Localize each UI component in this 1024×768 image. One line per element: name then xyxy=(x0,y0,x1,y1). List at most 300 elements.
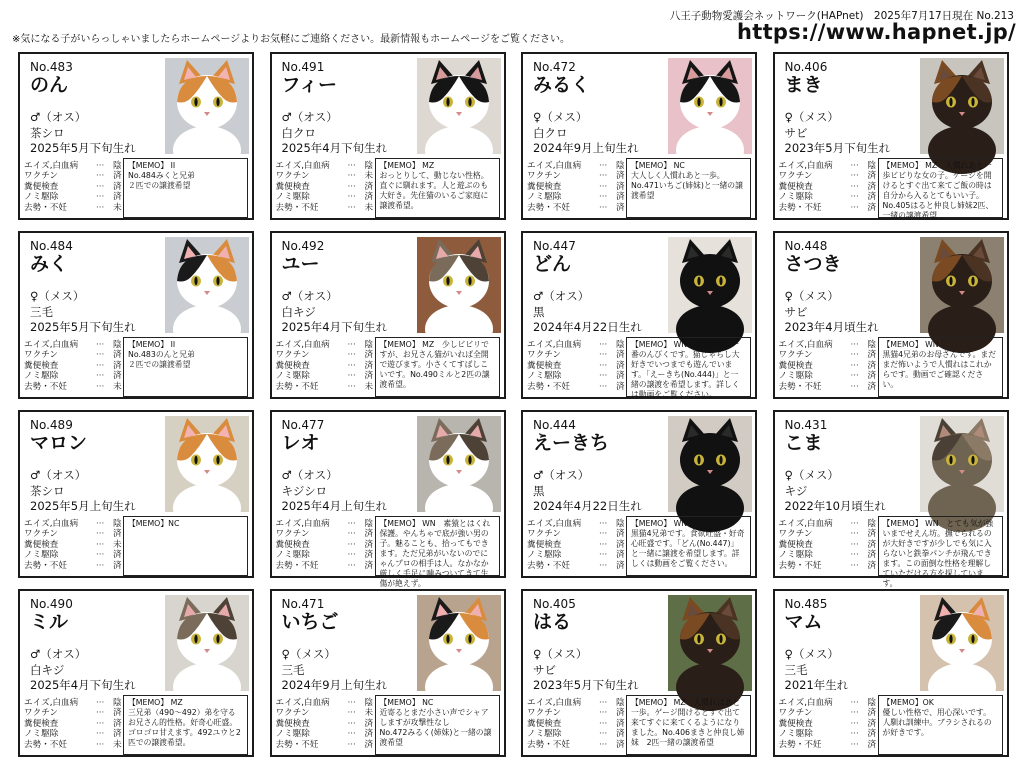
health-check-row xyxy=(24,371,128,381)
health-check-label: ワクチン xyxy=(527,708,561,719)
health-check-label: エイズ,白血病 xyxy=(275,161,330,171)
health-check-row xyxy=(276,361,380,371)
cat-number: No.490 xyxy=(30,597,73,611)
health-check-row xyxy=(527,698,631,708)
health-check-row xyxy=(527,550,631,560)
health-check-value: 陰 xyxy=(364,519,374,529)
cat-coat-color: 三毛 xyxy=(784,663,808,677)
health-check-value: 済 xyxy=(616,202,625,213)
memo-box: 【MEMO】 MZ おっとりして、動じない性格。直ぐに馴れます。人と遊ぶのも大好き。先住猫のいるご家庭に譲渡希望。 xyxy=(375,158,500,218)
health-check-value: 未 xyxy=(113,539,122,550)
health-check-row xyxy=(24,729,128,739)
cat-sex: ♂（オス） xyxy=(30,647,87,661)
health-check-value: 済 xyxy=(364,550,374,561)
health-check-label: ノミ駆除 xyxy=(778,550,813,561)
health-check-row xyxy=(779,529,883,539)
health-check-value: 済 xyxy=(867,192,877,203)
health-check-label: ノミ駆除 xyxy=(275,371,310,382)
health-check-row xyxy=(779,740,883,750)
cat-number: No.444 xyxy=(533,418,576,432)
cat-pupil-left xyxy=(446,98,449,106)
dot-leader: ··· xyxy=(850,739,859,750)
health-check-label: ワクチン xyxy=(527,350,561,361)
cat-birth: 2023年5月下旬生れ xyxy=(533,678,639,692)
cat-number: No.472 xyxy=(533,60,576,74)
dot-leader: ··· xyxy=(850,529,859,540)
cat-card[interactable] xyxy=(270,410,506,588)
health-check-list xyxy=(527,519,631,571)
health-check-row xyxy=(24,740,128,750)
cat-card[interactable] xyxy=(18,231,254,399)
health-check-value: 未 xyxy=(364,202,374,213)
cat-sex: ♀（メス） xyxy=(784,110,839,124)
dot-leader: ··· xyxy=(599,529,608,540)
health-check-row xyxy=(24,361,128,371)
dot-leader: ··· xyxy=(96,718,105,729)
health-check-row xyxy=(527,350,631,360)
cat-card[interactable] xyxy=(773,52,1009,220)
health-check-row xyxy=(779,382,883,392)
dot-leader: ··· xyxy=(96,371,105,382)
header-organization: 八王子動物愛護会ネットワーク(HAPnet) 2025年7月17日現在 No.213 xyxy=(669,10,1014,22)
health-check-label: ワクチン xyxy=(527,529,561,540)
health-check-row xyxy=(527,540,631,550)
cat-pupil-right xyxy=(719,277,722,285)
health-check-value: 済 xyxy=(113,350,122,361)
cat-card[interactable] xyxy=(521,231,757,399)
cat-sex: ♂（オス） xyxy=(281,289,338,303)
dot-leader: ··· xyxy=(599,718,608,729)
cat-birth: 2024年9月上旬生れ xyxy=(533,141,639,155)
cat-pupil-left xyxy=(697,98,700,106)
cat-pupil-right xyxy=(216,635,219,643)
dot-leader: ··· xyxy=(96,739,105,750)
health-check-value: 陰 xyxy=(867,698,877,708)
health-check-value: 済 xyxy=(364,718,374,729)
cat-photo-svg xyxy=(417,416,501,512)
health-check-value: 済 xyxy=(616,729,625,740)
cat-photo-svg xyxy=(417,595,501,691)
health-check-row xyxy=(527,719,631,729)
cat-card[interactable] xyxy=(270,52,506,220)
health-check-label: 去勢・不妊 xyxy=(778,381,822,392)
cat-coat-color: サビ xyxy=(533,663,556,677)
health-check-label: ワクチン xyxy=(275,350,310,361)
cat-pupil-left xyxy=(194,456,197,464)
health-check-row xyxy=(779,371,883,381)
health-check-value: 済 xyxy=(867,708,877,719)
dot-leader: ··· xyxy=(347,192,356,203)
dot-leader: ··· xyxy=(850,202,859,213)
cat-pupil-left xyxy=(949,635,952,643)
dot-leader: ··· xyxy=(96,350,105,361)
health-check-label: ノミ駆除 xyxy=(275,550,310,561)
health-check-row xyxy=(779,698,883,708)
health-check-value: 済 xyxy=(616,560,625,571)
dot-leader: ··· xyxy=(347,729,356,740)
cat-number: No.483 xyxy=(30,60,73,74)
health-check-label: エイズ,白血病 xyxy=(24,161,79,171)
health-check-row xyxy=(24,203,128,213)
cat-birth: 2024年4月22日生れ xyxy=(533,499,642,513)
health-check-label: エイズ,白血病 xyxy=(527,340,582,350)
health-check-label: 糞便検査 xyxy=(527,360,562,371)
health-check-list xyxy=(779,340,883,392)
health-check-label: ノミ駆除 xyxy=(275,729,310,740)
health-check-label: エイズ,白血病 xyxy=(527,519,582,529)
cat-name: みるく xyxy=(533,74,591,96)
cat-photo-svg xyxy=(165,416,249,512)
health-check-value: 済 xyxy=(867,202,877,213)
cat-birth: 2023年4月頃生れ xyxy=(784,320,879,334)
health-check-label: 去勢・不妊 xyxy=(778,202,822,213)
memo-box: 【MEMO】 II No.483のんと兄弟 ２匹での譲渡希望 xyxy=(123,337,248,397)
health-check-row xyxy=(527,561,631,571)
cat-sex: ♀（メス） xyxy=(533,647,588,661)
dot-leader: ··· xyxy=(347,550,356,561)
health-check-value: 陰 xyxy=(113,519,122,529)
health-check-value: 未 xyxy=(113,202,122,213)
health-check-row xyxy=(276,729,380,739)
health-check-row xyxy=(527,708,631,718)
health-check-label: 去勢・不妊 xyxy=(275,739,319,750)
health-check-row xyxy=(276,540,380,550)
cat-photo-svg xyxy=(668,237,752,333)
health-check-value: 済 xyxy=(867,560,877,571)
cat-photo-svg xyxy=(165,58,249,154)
health-check-list xyxy=(276,519,380,571)
dot-leader: ··· xyxy=(347,539,356,550)
health-check-value: 陰 xyxy=(616,519,625,529)
health-check-list xyxy=(276,340,380,392)
cat-photo-svg xyxy=(417,58,501,154)
cat-card[interactable] xyxy=(270,589,506,757)
cat-card[interactable] xyxy=(18,589,254,757)
cat-pupil-left xyxy=(194,98,197,106)
health-check-row xyxy=(276,350,380,360)
health-check-row xyxy=(779,729,883,739)
memo-box: 【MEMO】 WN 黒猫4兄弟のお母さんです。まだまだ怖いようで人慣れはこれからです。動画でご確認ください。 xyxy=(878,337,1003,397)
health-check-label: エイズ,白血病 xyxy=(778,340,833,350)
dot-leader: ··· xyxy=(96,360,105,371)
dot-leader: ··· xyxy=(347,171,356,182)
health-check-row xyxy=(779,708,883,718)
cat-card[interactable] xyxy=(773,231,1009,399)
dot-leader: ··· xyxy=(96,550,105,561)
health-check-label: ワクチン xyxy=(778,708,813,719)
dot-leader: ··· xyxy=(850,360,859,371)
memo-box: 【MEMO】 MZ 人慣れあと一歩ビビりな女の子。ケージを開けるとすぐ出て来てご飯の時は自分から入るとてもいい子。No.405はると仲良し姉妹2匹、一緒の譲渡希望 xyxy=(878,158,1003,218)
dot-leader: ··· xyxy=(599,371,608,382)
dot-leader: ··· xyxy=(96,171,105,182)
cat-card[interactable] xyxy=(521,410,757,578)
health-check-value: 済 xyxy=(867,550,877,561)
health-check-label: エイズ,白血病 xyxy=(275,519,330,529)
dot-leader: ··· xyxy=(599,192,608,203)
cat-photo xyxy=(668,595,752,691)
health-check-label: 糞便検査 xyxy=(778,360,813,371)
health-check-value: 陰 xyxy=(113,698,122,708)
dot-leader: ··· xyxy=(599,161,608,171)
health-check-label: 糞便検査 xyxy=(778,539,813,550)
health-check-value: 済 xyxy=(867,360,877,371)
cat-card[interactable] xyxy=(521,589,757,757)
health-check-list xyxy=(276,161,380,213)
health-check-value: 済 xyxy=(867,539,877,550)
dot-leader: ··· xyxy=(96,340,105,350)
health-check-value: 済 xyxy=(113,718,122,729)
cat-number: No.489 xyxy=(30,418,73,432)
cat-birth: 2022年10月頃生れ xyxy=(784,499,886,513)
health-check-value: 済 xyxy=(867,371,877,382)
cat-pupil-right xyxy=(971,456,974,464)
cat-card[interactable] xyxy=(270,231,506,399)
memo-box: 【MEMO】 MZ 三兄弟（490～492）弟を守るお兄さん的性格。好奇心旺盛。ゴロゴロ甘えます。492ユウと2匹での譲渡希望。 xyxy=(123,695,248,755)
health-check-value: 陰 xyxy=(867,340,877,350)
health-check-row xyxy=(276,161,380,171)
cat-card[interactable] xyxy=(773,589,1009,757)
dot-leader: ··· xyxy=(599,550,608,561)
cat-coat-color: キジ xyxy=(784,484,808,498)
dot-leader: ··· xyxy=(850,718,859,729)
cat-pupil-right xyxy=(216,277,219,285)
cat-photo-svg xyxy=(417,237,501,333)
memo-box: 【MEMO】 WN 黒猫4兄弟です。食欲旺盛・好奇心旺盛です。「どん(No.447)」と一緒に譲渡を希望します。詳しくは動画をご覧ください。 xyxy=(626,516,751,576)
health-check-label: ワクチン xyxy=(778,171,813,182)
cat-sex: ♂（オス） xyxy=(281,468,338,482)
cat-birth: 2025年4月上旬生れ xyxy=(281,499,388,513)
health-check-value: 陰 xyxy=(616,698,625,708)
cat-pupil-left xyxy=(194,277,197,285)
health-check-row xyxy=(527,382,631,392)
health-check-label: 糞便検査 xyxy=(275,181,310,192)
cat-name: のん xyxy=(30,74,69,96)
cat-number: No.471 xyxy=(281,597,325,611)
dot-leader: ··· xyxy=(347,360,356,371)
dot-leader: ··· xyxy=(347,718,356,729)
health-check-row xyxy=(276,529,380,539)
health-check-row xyxy=(779,340,883,350)
health-check-row xyxy=(779,171,883,181)
cat-coat-color: 黒 xyxy=(533,305,545,319)
dot-leader: ··· xyxy=(347,340,356,350)
health-check-value: 陰 xyxy=(867,161,877,171)
health-check-value: 陰 xyxy=(867,519,877,529)
cat-birth: 2024年9月上旬生れ xyxy=(281,678,388,692)
dot-leader: ··· xyxy=(599,698,608,708)
cat-coat-color: 三毛 xyxy=(30,305,53,319)
cat-pupil-right xyxy=(971,277,974,285)
cat-name: どん xyxy=(533,253,572,275)
health-check-row xyxy=(24,382,128,392)
cat-name: いちご xyxy=(281,611,339,633)
dot-leader: ··· xyxy=(96,181,105,192)
dot-leader: ··· xyxy=(347,350,356,361)
header-url-link[interactable]: https://www.hapnet.jp/ xyxy=(737,20,1016,44)
cat-number: No.484 xyxy=(30,239,73,253)
health-check-row xyxy=(779,192,883,202)
cat-card[interactable] xyxy=(18,410,254,578)
health-check-list xyxy=(527,340,631,392)
cat-birth: 2025年4月下旬生れ xyxy=(30,678,136,692)
dot-leader: ··· xyxy=(96,560,105,571)
health-check-value: 陰 xyxy=(364,698,374,708)
cat-sex: ♀（メス） xyxy=(784,647,839,661)
health-check-row xyxy=(779,182,883,192)
cat-pupil-right xyxy=(719,635,722,643)
health-check-label: 糞便検査 xyxy=(527,718,562,729)
health-check-value: 済 xyxy=(616,550,625,561)
health-check-list xyxy=(779,161,883,213)
cat-photo xyxy=(165,595,249,691)
cat-photo xyxy=(417,416,501,512)
cat-photo-svg xyxy=(920,416,1004,512)
dot-leader: ··· xyxy=(599,350,608,361)
health-check-row xyxy=(527,529,631,539)
health-check-row xyxy=(276,519,380,529)
health-check-value: 未 xyxy=(364,708,374,719)
health-check-row xyxy=(527,371,631,381)
health-check-label: 去勢・不妊 xyxy=(24,560,67,571)
cat-photo-svg xyxy=(668,595,752,691)
cat-sex: ♀（メス） xyxy=(533,110,588,124)
health-check-value: 済 xyxy=(616,381,625,392)
memo-box: 【MEMO】 NC 大人しく人慣れあと一歩。No.471いちご(姉妹)と一緒の譲渡希望 xyxy=(626,158,751,218)
health-check-value: 済 xyxy=(364,181,374,192)
health-check-value: 済 xyxy=(113,181,122,192)
health-check-label: 去勢・不妊 xyxy=(275,560,319,571)
cat-photo xyxy=(417,58,501,154)
health-check-label: エイズ,白血病 xyxy=(275,698,330,708)
cat-pupil-left xyxy=(949,456,952,464)
cat-photo-svg xyxy=(668,416,752,512)
health-check-label: 糞便検査 xyxy=(778,181,813,192)
health-check-value: 済 xyxy=(364,560,374,571)
health-check-label: ワクチン xyxy=(24,708,58,719)
health-check-label: 去勢・不妊 xyxy=(24,381,67,392)
health-check-row xyxy=(527,203,631,213)
health-check-label: ワクチン xyxy=(275,708,310,719)
cat-name: マロン xyxy=(30,432,88,454)
dot-leader: ··· xyxy=(96,539,105,550)
cat-birth: 2025年5月下旬生れ xyxy=(30,141,136,155)
cat-birth: 2025年5月上旬生れ xyxy=(30,499,136,513)
health-check-list xyxy=(779,698,883,750)
cat-pupil-right xyxy=(468,98,471,106)
dot-leader: ··· xyxy=(850,340,859,350)
health-check-label: 糞便検査 xyxy=(778,718,813,729)
health-check-row xyxy=(276,171,380,181)
cat-sex: ♀（メス） xyxy=(281,647,336,661)
health-check-row xyxy=(24,171,128,181)
dot-leader: ··· xyxy=(850,171,859,182)
health-check-row xyxy=(527,361,631,371)
health-check-label: 去勢・不妊 xyxy=(527,560,570,571)
cat-name: フィー xyxy=(281,74,337,96)
health-check-value: 済 xyxy=(616,708,625,719)
health-check-value: 済 xyxy=(616,360,625,371)
cat-number: No.448 xyxy=(784,239,828,253)
cat-number: No.477 xyxy=(281,418,325,432)
cat-coat-color: 白キジ xyxy=(281,305,316,319)
health-check-value: 済 xyxy=(867,171,877,182)
health-check-label: ノミ駆除 xyxy=(527,550,562,561)
health-check-row xyxy=(276,550,380,560)
dot-leader: ··· xyxy=(850,381,859,392)
dot-leader: ··· xyxy=(96,161,105,171)
health-check-value: 済 xyxy=(113,708,122,719)
health-check-label: エイズ,白血病 xyxy=(778,698,833,708)
cat-photo xyxy=(668,416,752,512)
cat-sex: ♂（オス） xyxy=(30,110,87,124)
health-check-row xyxy=(779,350,883,360)
cat-sex: ♂（オス） xyxy=(30,468,87,482)
health-check-value: 済 xyxy=(616,350,625,361)
health-check-row xyxy=(527,192,631,202)
cat-number: No.431 xyxy=(784,418,828,432)
health-check-row xyxy=(527,171,631,181)
health-check-value: 済 xyxy=(364,529,374,540)
health-check-list xyxy=(779,519,883,571)
cat-sex: ♀（メス） xyxy=(30,289,85,303)
health-check-value: 済 xyxy=(616,539,625,550)
dot-leader: ··· xyxy=(96,192,105,203)
cat-card[interactable] xyxy=(773,410,1009,588)
cat-pupil-left xyxy=(194,635,197,643)
memo-box: 【MEMO】 MZ 人慣れはあと一歩。ゲージ開けるとすぐ出て来てすぐに来てくるようになりました。No.406まきと仲良し姉妹 2匹一緒の譲渡希望 xyxy=(626,695,751,755)
health-check-value: 陰 xyxy=(113,340,122,350)
health-check-row xyxy=(276,740,380,750)
cat-sex: ♂（オス） xyxy=(281,110,338,124)
dot-leader: ··· xyxy=(347,698,356,708)
cat-pupil-right xyxy=(468,456,471,464)
health-check-label: ノミ駆除 xyxy=(527,729,562,740)
cat-card[interactable] xyxy=(18,52,254,220)
health-check-value: 済 xyxy=(364,539,374,550)
health-check-row xyxy=(276,340,380,350)
health-check-row xyxy=(527,729,631,739)
health-check-row xyxy=(24,161,128,171)
dot-leader: ··· xyxy=(347,519,356,529)
dot-leader: ··· xyxy=(850,539,859,550)
health-check-value: 済 xyxy=(113,171,122,182)
health-check-value: 済 xyxy=(616,171,625,182)
cat-card[interactable] xyxy=(521,52,757,220)
health-check-value: 済 xyxy=(867,729,877,740)
health-check-row xyxy=(527,740,631,750)
health-check-list xyxy=(527,698,631,750)
cat-birth: 2025年5月下旬生れ xyxy=(30,320,136,334)
health-check-row xyxy=(24,519,128,529)
cat-sex: ♀（メス） xyxy=(784,289,839,303)
cat-coat-color: 白キジ xyxy=(30,663,65,677)
health-check-label: ワクチン xyxy=(778,529,813,540)
health-check-label: 糞便検査 xyxy=(275,360,310,371)
health-check-value: 陰 xyxy=(364,340,374,350)
health-check-row xyxy=(24,540,128,550)
health-check-value: 済 xyxy=(113,560,122,571)
cat-birth: 2025年4月下旬生れ xyxy=(281,320,388,334)
cat-birth: 2025年4月下旬生れ xyxy=(281,141,388,155)
health-check-row xyxy=(276,698,380,708)
health-check-value: 未 xyxy=(113,739,122,750)
health-check-label: ワクチン xyxy=(275,171,310,182)
health-check-row xyxy=(779,203,883,213)
memo-box: 【MEMO】 WN とても気が強いまでせえん坊。撫でられるのが大好きですが少しでも気に入らないと鉄拳パンチが飛んできます。この面倒な性格を理解していただける方を探しています。 xyxy=(878,516,1003,576)
dot-leader: ··· xyxy=(599,360,608,371)
cat-coat-color: キジシロ xyxy=(281,484,328,498)
health-check-row xyxy=(779,161,883,171)
